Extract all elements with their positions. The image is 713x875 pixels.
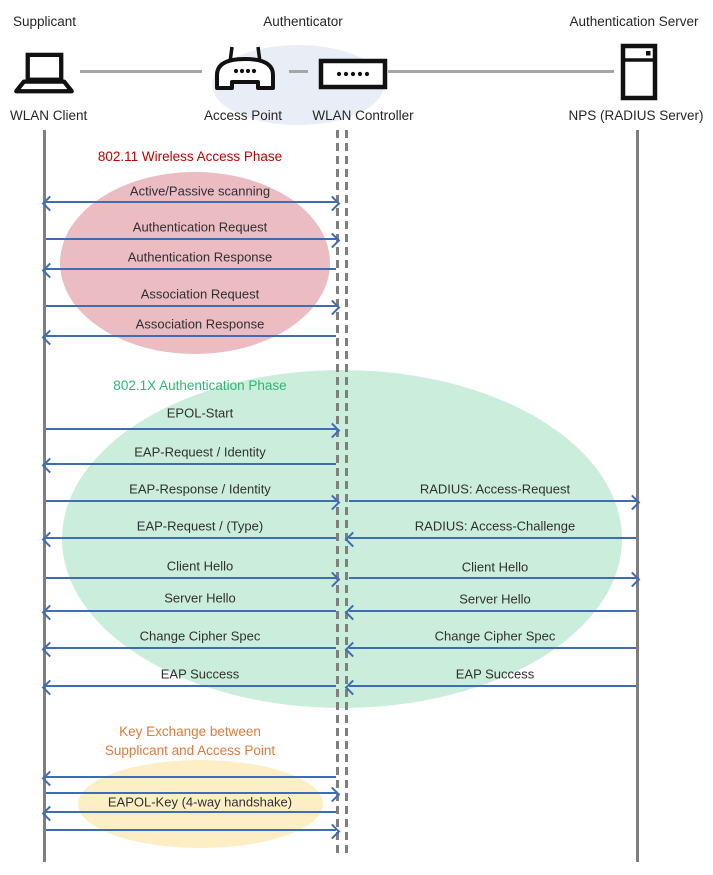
device-label-access-point: Access Point [203,108,283,123]
message-arrow-left [46,537,336,539]
message-arrow-left [46,268,336,270]
message-label: Client Hello [166,558,234,574]
message-label: Server Hello [164,590,236,606]
phase2-title: 802.1X Authentication Phase [113,378,287,393]
message-arrow-right [46,428,336,430]
message-label: Association Request [140,286,260,302]
message-arrow-right [349,577,636,579]
message-label: EAP-Request / Identity [134,444,266,460]
server-icon [620,43,658,106]
message-arrow-left [46,647,336,649]
message-label: RADIUS: Access-Request [419,481,571,497]
message-label: RADIUS: Access-Challenge [414,518,576,534]
access-point-icon [212,44,278,105]
message-arrow-left [46,610,336,612]
connector-ap-to-controller [289,70,308,73]
message-label: Association Response [135,316,265,332]
message-arrow-left [46,685,336,687]
message-arrow-right [46,238,336,240]
phase3-title-line1: Key Exchange between [119,724,261,739]
role-label-authenticator: Authenticator [263,14,343,29]
message-label: Active/Passive scanning [129,183,271,199]
device-label-wlan-client: WLAN Client [10,108,88,123]
phase1-title: 802.11 Wireless Access Phase [97,149,283,164]
message-label: EPOL-Start [166,405,234,421]
message-label: EAPOL-Key (4-way handshake) [107,794,293,810]
connector-client-to-ap [80,70,202,73]
device-label-nps-radius-server: NPS (RADIUS Server) [568,108,704,123]
message-arrow-right [46,305,336,307]
connector-controller-to-server [388,70,614,73]
message-arrow-left [46,811,336,813]
role-label-authentication-server: Authentication Server [569,14,699,29]
message-arrow-both [46,201,336,203]
message-label: Authentication Response [127,249,273,265]
message-arrow-left [46,463,336,465]
message-label: EAP-Request / (Type) [136,518,264,534]
message-arrow-right [46,829,336,831]
lifeline-wlan-controller-right [345,130,348,857]
role-label-supplicant: Supplicant [13,14,77,29]
message-label: Change Cipher Spec [434,628,556,644]
lifeline-radius-server [636,130,639,862]
message-label: Authentication Request [132,219,268,235]
message-arrow-left [46,335,336,337]
message-arrow-left [46,776,336,778]
message-arrow-right [46,577,336,579]
phase3-title [105,722,275,760]
message-arrow-left [349,685,636,687]
message-arrow-right [349,500,636,502]
laptop-icon [12,52,76,101]
message-label: Client Hello [461,559,529,575]
message-arrow-right [46,500,336,502]
message-arrow-left [349,647,636,649]
message-label: EAP Success [160,666,240,682]
phase3-title-line2: Supplicant and Access Point [104,743,276,758]
device-label-wlan-controller: WLAN Controller [312,108,414,123]
phase2-ellipse [62,370,622,708]
message-arrow-left [349,610,636,612]
message-arrow-left [349,537,636,539]
message-label: Server Hello [459,591,531,607]
message-label: EAP Success [455,666,535,682]
message-label: EAP-Response / Identity [129,481,271,497]
message-label: Change Cipher Spec [139,628,261,644]
wlan-controller-icon [318,58,388,95]
